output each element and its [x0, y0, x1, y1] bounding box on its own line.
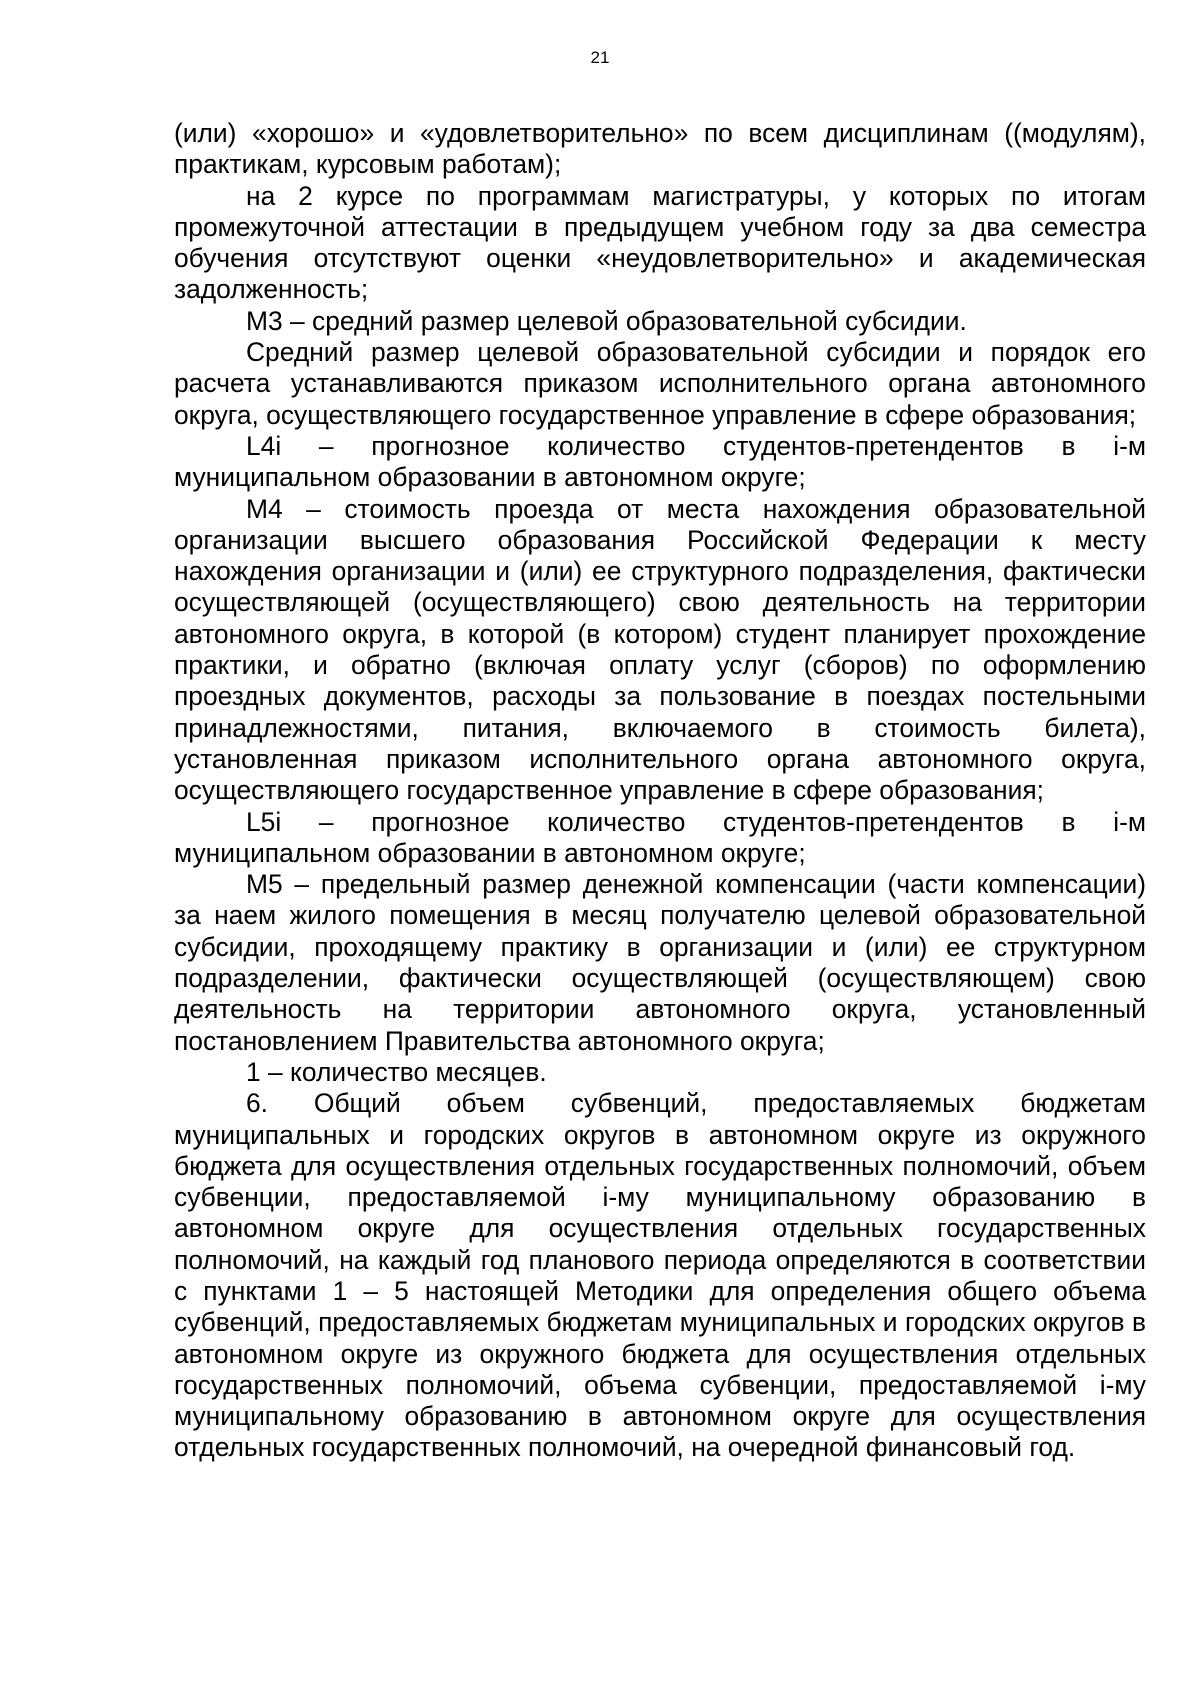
document-body	[174, 118, 1146, 1464]
paragraph-item-6: 6. Общий объем субвенций, предоставляемых бюджетам муниципальных и городских округов в автономном округе из окружного бюджета для осуществления отдельных государственных полномочий, объем субвенции, предоставляемой i-му муниципальному образованию в автономном округе для осуществления отдельных государственных полномочий, на каждый год планового периода определяются в соответствии с пунктами 1 – 5 настоящей Методики для определения общего объема субвенций, предоставляемых бюджетам муниципальных и городских округов в автономном округе из окружного бюджета для осуществления отдельных государственных полномочий, объема субвенции, предоставляемой i-му муниципальному образованию в автономном округе для осуществления отдельных государственных полномочий, на очередной финансовый год.	[174, 1088, 1146, 1463]
paragraph-m4-definition: М4 – стоимость проезда от места нахождения образовательной организации высшего образования Российской Федерации к месту нахождения организации и (или) ее структурного подразделения, фактически осуществляющей (осуществляющего) свою деятельность на территории автономного округа, в которой (в котором) студент планирует прохождение практики, и обратно (включая оплату услуг (сборов) по оформлению проездных документов, расходы за пользование в поездах постельными принадлежностями, питания, включаемого в стоимость билета), установленная приказом исполнительного органа автономного округа, осуществляющего государственное управление в сфере образования;	[174, 493, 1146, 806]
page-number: 21	[590, 48, 610, 67]
paragraph-m3-definition: М3 – средний размер целевой образовательной субсидии.	[246, 305, 967, 336]
paragraph-months-count: 1 – количество месяцев.	[246, 1056, 547, 1087]
paragraph-l5i-definition: L5i – прогнозное количество студентов-претендентов в i-м муниципальном образовании в автономном округе;	[174, 806, 1146, 868]
paragraph-average-subsidy: Средний размер целевой образовательной субсидии и порядок его расчета устанавливаются приказом исполнительного органа автономного округа, осуществляющего государственное управление в сфере образования;	[174, 337, 1146, 430]
paragraph-continuation: (или) «хорошо» и «удовлетворительно» по всем дисциплинам ((модулям), практикам, курсовым работам);	[174, 118, 1146, 180]
paragraph-m5-definition: М5 – предельный размер денежной компенсации (части компенсации) за наем жилого помещения в месяц получателю целевой образовательной субсидии, проходящему практику в организации и (или) ее структурном подразделении, фактически осуществляющей (осуществляющем) свою деятельность на территории автономного округа, установленный постановлением Правительства автономного округа;	[174, 869, 1146, 1056]
paragraph-masters-course: на 2 курсе по программам магистратуры, у которых по итогам промежуточной аттестации в предыдущем учебном году за два семестра обучения отсутствуют оценки «неудовлетворительно» и академическая задолженность;	[174, 180, 1146, 305]
paragraph-l4i-definition: L4i – прогнозное количество студентов-претендентов в i-м муниципальном образовании в автономном округе;	[174, 430, 1146, 493]
